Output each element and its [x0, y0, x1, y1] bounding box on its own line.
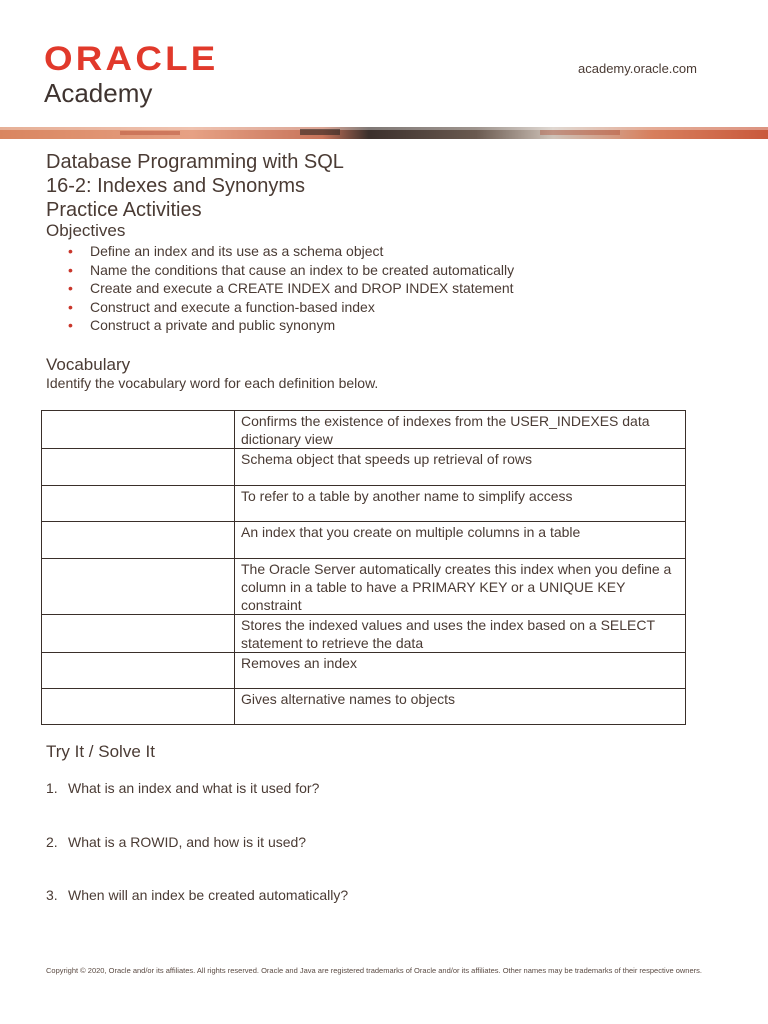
question-text: What is a ROWID, and how is it used? — [68, 834, 307, 850]
vocabulary-table — [41, 410, 686, 725]
copyright-footer: Copyright © 2020, Oracle and/or its affiliates. All rights reserved. Oracle and Java are registered trademarks of Oracle and/or its affiliates. Other names may be trademarks of their respective owners. — [46, 966, 702, 975]
question-item — [46, 887, 348, 903]
vocabulary-instructions: Identify the vocabulary word for each definition below. — [46, 375, 379, 391]
definition-cell: Removes an index — [235, 653, 686, 689]
bullet-icon: • — [68, 298, 73, 315]
table-row — [42, 449, 686, 486]
logo-wordmark: ORACLE — [44, 40, 219, 78]
question-item — [46, 780, 319, 796]
course-title: Database Programming with SQL — [46, 151, 344, 173]
table-row — [42, 615, 686, 653]
activity-title: Practice Activities — [46, 199, 202, 221]
decorative-banner-strip — [0, 127, 768, 139]
term-cell[interactable] — [42, 449, 235, 486]
term-cell[interactable] — [42, 411, 235, 449]
term-cell[interactable] — [42, 689, 235, 725]
term-cell[interactable] — [42, 486, 235, 522]
lesson-title: 16-2: Indexes and Synonyms — [46, 175, 306, 197]
table-row — [42, 522, 686, 559]
objectives-heading: Objectives — [46, 221, 126, 240]
site-url: academy.oracle.com — [578, 61, 697, 76]
try-it-heading: Try It / Solve It — [46, 742, 155, 761]
list-item: • Create and execute a CREATE INDEX and DROP INDEX statement — [68, 280, 514, 297]
term-cell[interactable] — [42, 559, 235, 615]
question-item — [46, 834, 306, 850]
logo-subtitle: Academy — [44, 78, 153, 108]
definition-cell: To refer to a table by another name to simplify access — [235, 486, 686, 522]
vocabulary-heading: Vocabulary — [46, 355, 131, 374]
list-item: • Define an index and its use as a schema object — [68, 243, 384, 259]
definition-cell: Schema object that speeds up retrieval of rows — [235, 449, 686, 486]
bullet-icon: • — [68, 317, 73, 334]
objectives-list — [68, 242, 514, 335]
table-row — [42, 653, 686, 689]
question-number: 3. — [46, 887, 58, 903]
term-cell[interactable] — [42, 653, 235, 689]
definition-cell: An index that you create on multiple columns in a table — [235, 522, 686, 559]
table-row — [42, 689, 686, 725]
question-number: 2. — [46, 834, 58, 850]
definition-cell: The Oracle Server automatically creates this index when you define a column in a table to have a PRIMARY KEY or a UNIQUE KEY constraint — [235, 559, 686, 615]
term-cell[interactable] — [42, 615, 235, 653]
table-row — [42, 559, 686, 615]
question-number: 1. — [46, 780, 58, 796]
definition-cell: Gives alternative names to objects — [235, 689, 686, 725]
document-titles — [46, 150, 344, 222]
table-row — [42, 486, 686, 522]
bullet-icon: • — [68, 243, 73, 259]
bullet-icon: • — [68, 261, 73, 278]
definition-cell: Confirms the existence of indexes from the USER_INDEXES data dictionary view — [235, 411, 686, 449]
bullet-icon: • — [68, 280, 73, 297]
oracle-academy-logo — [44, 40, 219, 108]
list-item: • Construct and execute a function-based index — [68, 298, 375, 315]
question-text: What is an index and what is it used for? — [68, 780, 320, 796]
definition-cell: Stores the indexed values and uses the index based on a SELECT statement to retrieve the data — [235, 615, 686, 653]
list-item: • Construct a private and public synonym — [68, 317, 336, 334]
table-row — [42, 411, 686, 449]
question-text: When will an index be created automatically? — [68, 887, 349, 903]
list-item: • Name the conditions that cause an index to be created automatically — [68, 261, 515, 278]
term-cell[interactable] — [42, 522, 235, 559]
